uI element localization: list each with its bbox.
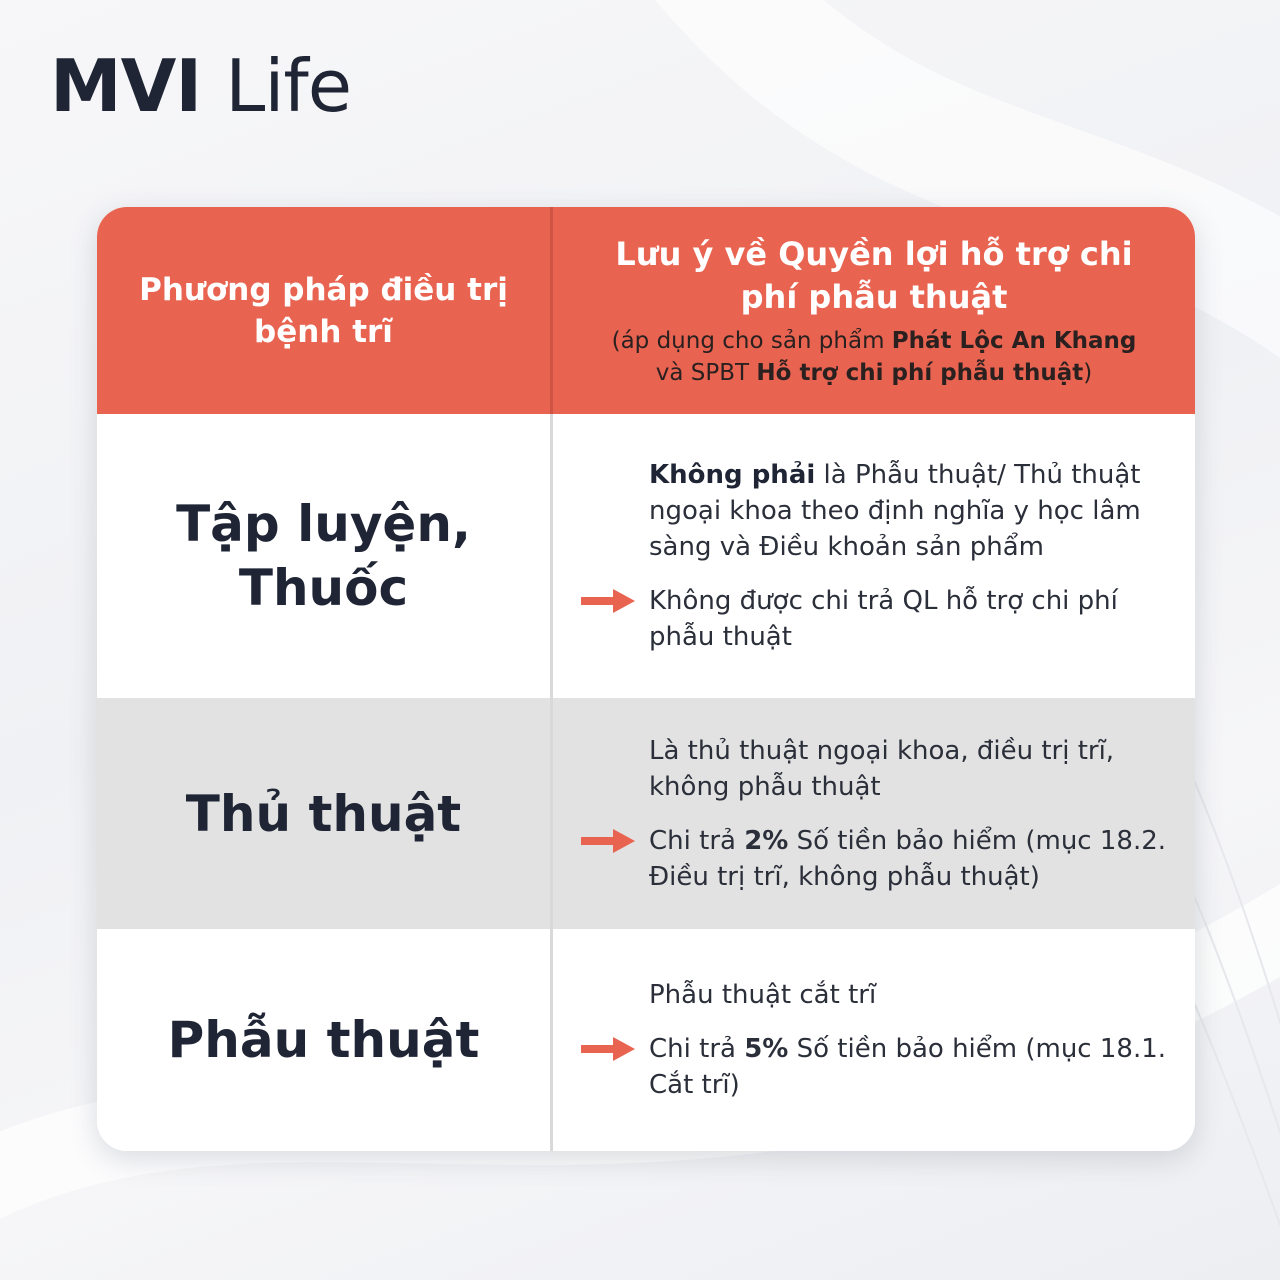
right-arrow-icon	[581, 1037, 635, 1061]
row-1-description-text: là Phẫu thuật/ Thủ thuật ngoại khoa theo định nghĩa y học lâm sàng và Điều khoản sản phẩm	[649, 460, 1141, 562]
row-2-result-prefix: Chi trả	[649, 825, 745, 856]
row-1-result-text: Không được chi trả QL hỗ trợ chi phí phẫu thuật	[649, 586, 1118, 652]
row-3-description: Phẫu thuật cắt trĩ	[649, 980, 877, 1010]
table-row-3-method	[97, 929, 553, 1151]
table-row-1-note	[553, 414, 1195, 698]
table-row-3-note	[553, 929, 1195, 1151]
table-row-2-method	[97, 698, 553, 929]
row-1-description	[649, 457, 1175, 565]
scope-prefix: (áp dụng cho sản phẩm	[611, 327, 892, 354]
logo-life: Life	[225, 44, 352, 128]
row-2-result-percent: 2%	[744, 825, 789, 856]
header-benefit-note-title: Lưu ý về Quyền lợi hỗ trợ chi phí phẫu thuật	[615, 234, 1133, 316]
table-row-2-note	[553, 698, 1195, 929]
table-row-1-method	[97, 414, 553, 698]
row-2-description: Là thủ thuật ngoại khoa, điều trị trĩ, không phẫu thuật	[649, 735, 1115, 802]
row-3-result-suffix: Số tiền bảo hiểm (mục 18.1. Cắt trĩ)	[649, 1034, 1167, 1100]
row-1-description-bold: Không phải	[649, 460, 816, 490]
right-arrow-icon	[581, 589, 635, 613]
row-2-result-suffix: Số tiền bảo hiểm (mục 18.2. Điều trị trĩ, không phẫu thuật)	[649, 825, 1167, 892]
brand-logo	[50, 44, 352, 128]
right-arrow-icon	[581, 829, 635, 853]
scope-product: Phát Lộc An Khang	[891, 327, 1137, 354]
scope-rider: Hỗ trợ chi phí phẫu thuật	[756, 359, 1084, 386]
header-benefit-note	[553, 207, 1195, 414]
method-label: Phẫu thuật	[167, 1011, 480, 1069]
logo-mvi: MVI	[50, 44, 202, 128]
row-1-result	[649, 583, 1175, 655]
row-3-result-percent: 5%	[744, 1034, 789, 1064]
method-label: Thủ thuật	[185, 784, 462, 843]
header-benefit-note-scope	[594, 325, 1154, 389]
row-3-result	[649, 1031, 1175, 1103]
scope-suffix: )	[1083, 359, 1093, 386]
method-label: Tập luyện, Thuốc	[176, 495, 471, 617]
row-3-result-prefix: Chi trả	[649, 1034, 745, 1064]
row-2-result	[649, 823, 1175, 895]
header-treatment-method-label: Phương pháp điều trị bệnh trĩ	[139, 271, 508, 350]
header-treatment-method	[97, 207, 553, 414]
benefit-table	[97, 207, 1195, 1151]
scope-mid: và SPBT	[655, 359, 757, 386]
